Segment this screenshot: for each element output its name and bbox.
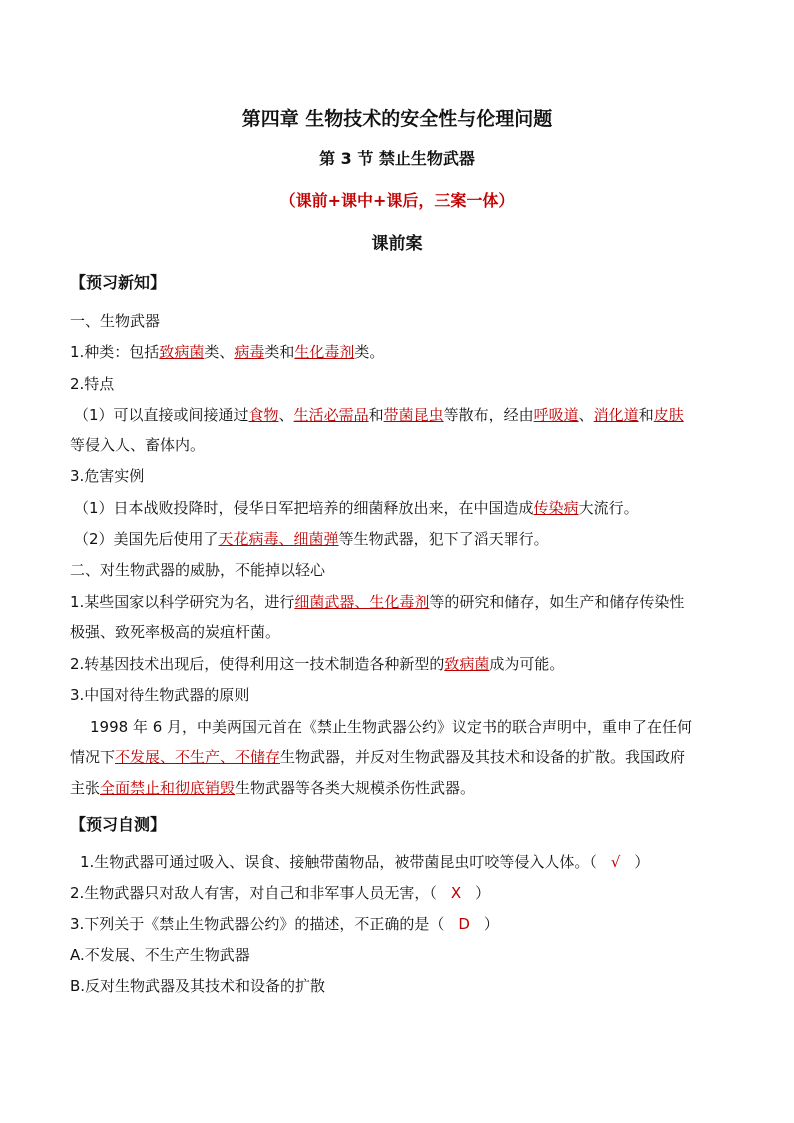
types-sep2: 类和 — [264, 343, 295, 361]
features-sep2: 和 — [368, 406, 384, 424]
threat1-prefix: 1.某些国家以科学研究为名，进行 — [70, 593, 295, 611]
answer-respiratory: 呼吸道 — [533, 406, 579, 424]
features-continued: 等侵入人、畜体内。 — [70, 436, 206, 454]
test2-answer-cross: X — [450, 884, 462, 902]
answer-biochemical: 生化毒剂 — [294, 343, 355, 361]
principle2-suffix: 生物武器，并反对生物武器及其技术和设备的扩散。我国政府 — [280, 748, 686, 766]
harm1-prefix: （1）日本战败投降时，侵华日军把培养的细菌释放出来，在中国造成 — [74, 499, 534, 517]
subtitle-three-in-one: （课前+课中+课后，三案一体） — [279, 191, 515, 210]
types-prefix: 1.种类：包括 — [70, 343, 160, 361]
threat-line-2 — [70, 653, 730, 675]
answer-new-pathogen: 致病菌 — [444, 655, 490, 673]
features-prefix: （1）可以直接或间接通过 — [74, 406, 249, 424]
preview-new-knowledge-heading: 【预习新知】 — [70, 273, 167, 292]
principle3-prefix: 主张 — [70, 779, 101, 797]
threat-line-1-cont: 极强、致死率极高的炭疽杆菌。 — [70, 623, 281, 641]
answer-insects: 带菌昆虫 — [383, 406, 444, 424]
answer-food: 食物 — [248, 406, 279, 424]
china-principle-line-3 — [70, 777, 730, 799]
china-principle-title: 3.中国对待生物武器的原则 — [70, 686, 250, 704]
answer-necessities: 生活必需品 — [293, 406, 369, 424]
option-a: A.不发展、不生产生物武器 — [70, 946, 250, 964]
test3-close: ） — [483, 915, 499, 933]
answer-virus: 病毒 — [234, 343, 265, 361]
self-test-item-3 — [70, 913, 730, 935]
test3-text: 3.下列关于《禁止生物武器公约》的描述，不正确的是（ — [70, 915, 445, 933]
answer-digestive: 消化道 — [593, 406, 639, 424]
harm-examples-title: 3.危害实例 — [70, 467, 145, 485]
self-test-item-1 — [80, 851, 740, 873]
features-sep4: 、 — [578, 406, 594, 424]
features-sep3: 等散布，经由 — [443, 406, 534, 424]
harm-example-2 — [74, 528, 734, 550]
section-title: 第 3 节 禁止生物武器 — [319, 149, 475, 168]
answer-smallpox-bomb: 天花病毒、细菌弹 — [218, 530, 339, 548]
types-suffix: 类。 — [354, 343, 385, 361]
harm2-prefix: （2）美国先后使用了 — [74, 530, 219, 548]
answer-total-ban: 全面禁止和彻底销毁 — [100, 779, 236, 797]
test1-close: ） — [634, 853, 650, 871]
answer-skin: 皮肤 — [653, 406, 684, 424]
types-line — [70, 341, 730, 363]
self-test-item-2 — [70, 882, 730, 904]
answer-infectious-disease: 传染病 — [533, 499, 579, 517]
features-line — [74, 404, 734, 426]
test1-answer-check: √ — [610, 853, 621, 871]
types-sep1: 类、 — [204, 343, 235, 361]
test3-answer-letter: D — [458, 915, 470, 933]
option-b: B.反对生物武器及其技术和设备的扩散 — [70, 977, 326, 995]
features-sep5: 和 — [638, 406, 654, 424]
china-principle-line-1: 1998 年 6 月，中美两国元首在《禁止生物武器公约》议定书的联合声明中，重申了在任何 — [90, 718, 693, 736]
self-test-heading: 【预习自测】 — [70, 815, 167, 834]
features-title: 2.特点 — [70, 375, 115, 393]
pre-class-heading: 课前案 — [371, 234, 423, 254]
harm-example-1 — [74, 497, 734, 519]
harm2-suffix: 等生物武器，犯下了滔天罪行。 — [338, 530, 549, 548]
answer-three-nos: 不发展、不生产、不储存 — [115, 748, 281, 766]
threat2-suffix: 成为可能。 — [489, 655, 565, 673]
harm1-suffix: 大流行。 — [578, 499, 639, 517]
part2-title: 二、对生物武器的威胁，不能掉以轻心 — [70, 561, 326, 579]
answer-bacterial-weapons: 细菌武器、生化毒剂 — [294, 593, 430, 611]
threat-line-1 — [70, 591, 730, 613]
answer-pathogen: 致病菌 — [159, 343, 205, 361]
part1-title: 一、生物武器 — [70, 312, 161, 330]
chapter-title: 第四章 生物技术的安全性与伦理问题 — [241, 108, 553, 130]
test2-close: ） — [475, 884, 491, 902]
test2-text: 2.生物武器只对敌人有害，对自己和非军事人员无害，（ — [70, 884, 437, 902]
china-principle-line-2 — [70, 746, 730, 768]
principle2-prefix: 情况下 — [70, 748, 116, 766]
features-sep1: 、 — [278, 406, 294, 424]
threat1-suffix: 等的研究和储存，如生产和储存传染性 — [429, 593, 685, 611]
threat2-prefix: 2.转基因技术出现后，使得利用这一技术制造各种新型的 — [70, 655, 445, 673]
test1-text: 1.生物武器可通过吸入、误食、接触带菌物品，被带菌昆虫叮咬等侵入人体。（ — [80, 853, 597, 871]
principle3-suffix: 生物武器等各类大规模杀伤性武器。 — [235, 779, 476, 797]
